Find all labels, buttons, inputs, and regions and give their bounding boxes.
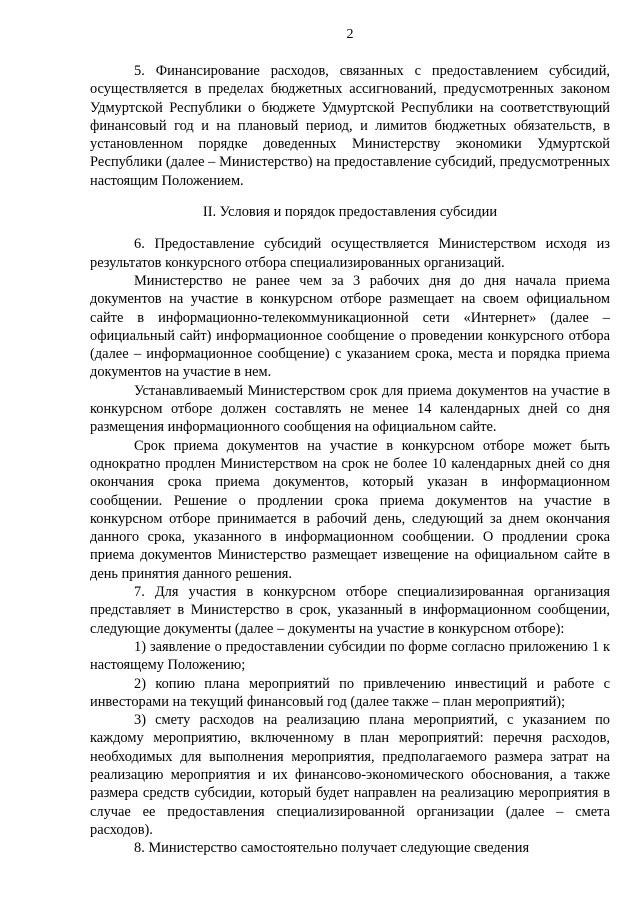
- list-item-cost-estimate: 3) смету расходов на реализацию плана мероприятий, с указанием по каждому мероприятию, включенному в план мероприятий: перечня расходов, необходимых для выполнения мероприятия, предполагаемого размера затрат на реализацию мероприятия и их финансово-экономического обоснования, а также размера средств субсидии, который будет направлен на реализацию мероприятия в случае ее предоставления специализированной организации (далее – смета расходов).: [90, 712, 610, 838]
- paragraph-5-financing: 5. Финансирование расходов, связанных с предоставлением субсидий, осуществляется в пределах бюджетных ассигнований, предусмотренных законом Удмуртской Республики о бюджете Удмуртской Республики на соответствующий финансовый год и на плановый период, и лимитов бюджетных обязательств, в установленном порядке доведенных Министерству экономики Удмуртской Республики (далее – Министерство) на предоставление субсидий, предусмотренных настоящим Положением.: [90, 63, 610, 189]
- document-page: [90, 26, 610, 857]
- paragraph-announcement: Министерство не ранее чем за 3 рабочих дня до дня начала приема документов на участие в конкурсном отборе размещает на своем официальном сайте в информационно-телекоммуникационной сети «Интернет» (далее – официальный сайт) информационное сообщение о проведении конкурсного отбора (далее – информационное сообщение) с указанием срока, места и порядка приема документов на участие в нем.: [90, 272, 610, 381]
- section-heading: II. Условия и порядок предоставления субсидии: [202, 204, 498, 221]
- page-number: 2: [346, 27, 354, 42]
- paragraph-7-documents: 7. Для участия в конкурсном отборе специализированная организация представляет в Министерство в срок, указанный в информационном сообщении, следующие документы (далее – документы на участие в конкурсном отборе):: [90, 584, 610, 637]
- paragraph-submission-period: Устанавливаемый Министерством срок для приема документов на участие в конкурсном отборе должен составлять не менее 14 календарных дней со дня размещения информационного сообщения на официальном сайте.: [90, 382, 610, 436]
- paragraph-period-extension: Срок приема документов на участие в конкурсном отборе может быть однократно продлен Министерством на срок не более 10 календарных дней со дня окончания срока приема документов, который указан в информационном сообщении. Решение о продлении срока приема документов на участие в конкурсном отборе принимается в рабочий день, следующий за днем окончания данного срока, указанного в информационном сообщении. О продлении срока приема документов Министерство размещает извещение на официальном сайте в день принятия данного решения.: [90, 437, 610, 582]
- paragraph-8-ministry: 8. Министерство самостоятельно получает следующие сведения: [134, 840, 530, 857]
- paragraph-6-grant-provision: 6. Предоставление субсидий осуществляется Министерством исходя из результатов конкурсного отбора специализированных организаций.: [90, 236, 610, 271]
- list-item-application: 1) заявление о предоставлении субсидии по форме согласно приложению 1 к настоящему Положению;: [90, 638, 610, 674]
- list-item-action-plan: 2) копию плана мероприятий по привлечению инвестиций и работе с инвесторами на текущий финансовый год (далее также – план мероприятий);: [90, 675, 610, 710]
